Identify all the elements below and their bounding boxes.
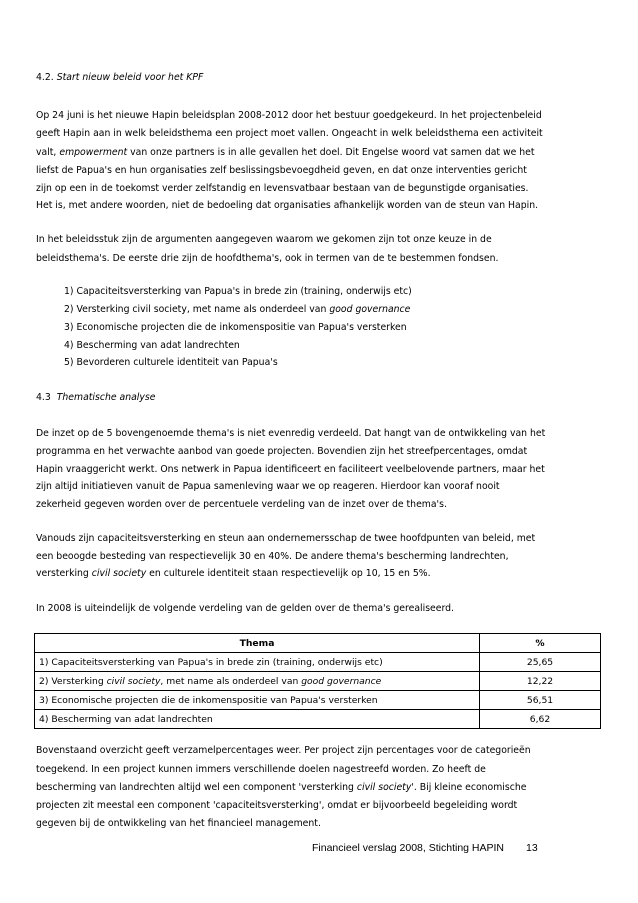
list-item: 2) Versterking civil society, met name als onderdeel van good governance xyxy=(64,304,411,315)
percent-cell: 56,51 xyxy=(480,691,601,710)
percent-cell: 12,22 xyxy=(480,672,601,691)
table-row xyxy=(35,691,601,710)
theme-cell: 1) Capaciteitsversterking van Papua's in brede zin (training, onderwijs etc) xyxy=(35,653,480,672)
table-row xyxy=(35,710,601,729)
paragraph-3-line-3: Hapin vraaggericht werkt. Ons netwerk in Papua identificeert en faciliteert veelbelovende partners, maar het xyxy=(36,464,545,475)
paragraph-3-line-1: De inzet op de 5 bovengenoemde thema's is niet evenredig verdeeld. Dat hangt van de ontwikkeling van het xyxy=(36,428,546,439)
paragraph-4-line-1: Vanouds zijn capaciteitsversterking en steun aan ondernemersschap de twee hoofdpunten van beleid, met xyxy=(36,533,536,544)
paragraph-6-line-1: Bovenstaand overzicht geeft verzamelpercentages weer. Per project zijn percentages voor de categorieën xyxy=(36,745,531,756)
header-thema: Thema xyxy=(35,634,480,653)
paragraph-6-line-5: gegeven bij de ontwikkeling van het financieel management. xyxy=(36,818,321,829)
table-header-row xyxy=(35,634,601,653)
emphasis-text: empowerment xyxy=(59,147,128,158)
list-item: 4) Bescherming van adat landrechten xyxy=(64,340,240,351)
paragraph-1-line-5: zijn op een in de toekomst verder zelfstandig en levensvatbaar bestaan van de begunstigde organisaties. xyxy=(36,183,529,194)
paragraph-6-line-3: bescherming van landrechten altijd wel een component 'versterking civil society'. Bij kleine economische xyxy=(36,782,527,793)
section-4-2-heading xyxy=(36,72,203,84)
paragraph-2-line-1: In het beleidsstuk zijn de argumenten aangegeven waarom we gekomen zijn tot onze keuze in de xyxy=(36,234,492,245)
percent-cell: 6,62 xyxy=(480,710,601,729)
paragraph-4-line-2: een beoogde besteding van respectievelijk 30 en 40%. De andere thema's bescherming landrechten, xyxy=(36,551,509,562)
paragraph-6-line-4: projecten zit meestal een component 'capaciteitsversterking', omdat er bijvoorbeeld begeleiding wordt xyxy=(36,800,518,811)
paragraph-1-line-3: valt, empowerment van onze partners is in alle gevallen het doel. Dit Engelse woord vat samen dat we het xyxy=(36,147,535,158)
theme-cell: 2) Versterking civil society, met name als onderdeel van good governance xyxy=(35,672,480,691)
theme-cell: 4) Bescherming van adat landrechten xyxy=(35,710,480,729)
paragraph-3-line-2: programma en het verwachte aanbod van goede projecten. Bovendien zijn het streefpercentages, omdat xyxy=(36,446,528,457)
header-percent: % xyxy=(480,634,601,653)
paragraph-4-line-3: versterking civil society en culturele identiteit staan respectievelijk op 10, 15 en 5%. xyxy=(36,568,431,579)
theme-distribution-table xyxy=(34,633,601,729)
table-row xyxy=(35,672,601,691)
paragraph-1-line-6: Het is, met andere woorden, niet de bedoeling dat organisaties afhankelijk worden van de steun van Hapin. xyxy=(36,200,539,211)
paragraph-6-line-2: toegekend. In een project kunnen immers verschillende doelen nagestreefd worden. Zo heeft de xyxy=(36,764,486,775)
paragraph-3-line-5: zekerheid gegeven worden over de percentuele verdeling van de inzet over de thema's. xyxy=(36,499,447,510)
paragraph-1-line-4: liefst de Papua's en hun organisaties zelf beslissingsbevoegdheid geven, en dat onze interventies gericht xyxy=(36,165,527,176)
list-item: 3) Economische projecten die de inkomenspositie van Papua's versterken xyxy=(64,322,407,333)
paragraph-5-line-1: In 2008 is uiteindelijk de volgende verdeling van de gelden over de thema's gerealiseerd. xyxy=(36,603,455,614)
paragraph-1-line-2: geeft Hapin aan in welk beleidsthema een project moet vallen. Ongeacht in welk beleidsthema een activiteit xyxy=(36,128,543,139)
paragraph-1-line-1: Op 24 juni is het nieuwe Hapin beleidsplan 2008-2012 door het bestuur goedgekeurd. In het projectenbeleid xyxy=(36,110,542,121)
section-4-3-heading: 4.3 Thematische analyse xyxy=(36,392,156,403)
list-item: 5) Bevorderen culturele identiteit van Papua's xyxy=(64,357,278,368)
page-number: 13 xyxy=(526,842,538,854)
list-item: 1) Capaciteitsversterking van Papua's in brede zin (training, onderwijs etc) xyxy=(64,286,412,297)
theme-cell: 3) Economische projecten die de inkomenspositie van Papua's versterken xyxy=(35,691,480,710)
section-number: 4.2. xyxy=(36,72,54,83)
page-footer: Financieel verslag 2008, Stichting HAPIN xyxy=(312,842,505,854)
table-row xyxy=(35,653,601,672)
paragraph-2-line-2: beleidsthema's. De eerste drie zijn de hoofdthema's, ook in termen van de te bestemmen fondsen. xyxy=(36,253,499,264)
paragraph-3-line-4: zijn altijd initiatieven vanuit de Papua samenleving waar we op reageren. Hierdoor kan vooraf nooit xyxy=(36,481,500,492)
section-title: Start nieuw beleid voor het KPF xyxy=(56,72,204,83)
percent-cell: 25,65 xyxy=(480,653,601,672)
